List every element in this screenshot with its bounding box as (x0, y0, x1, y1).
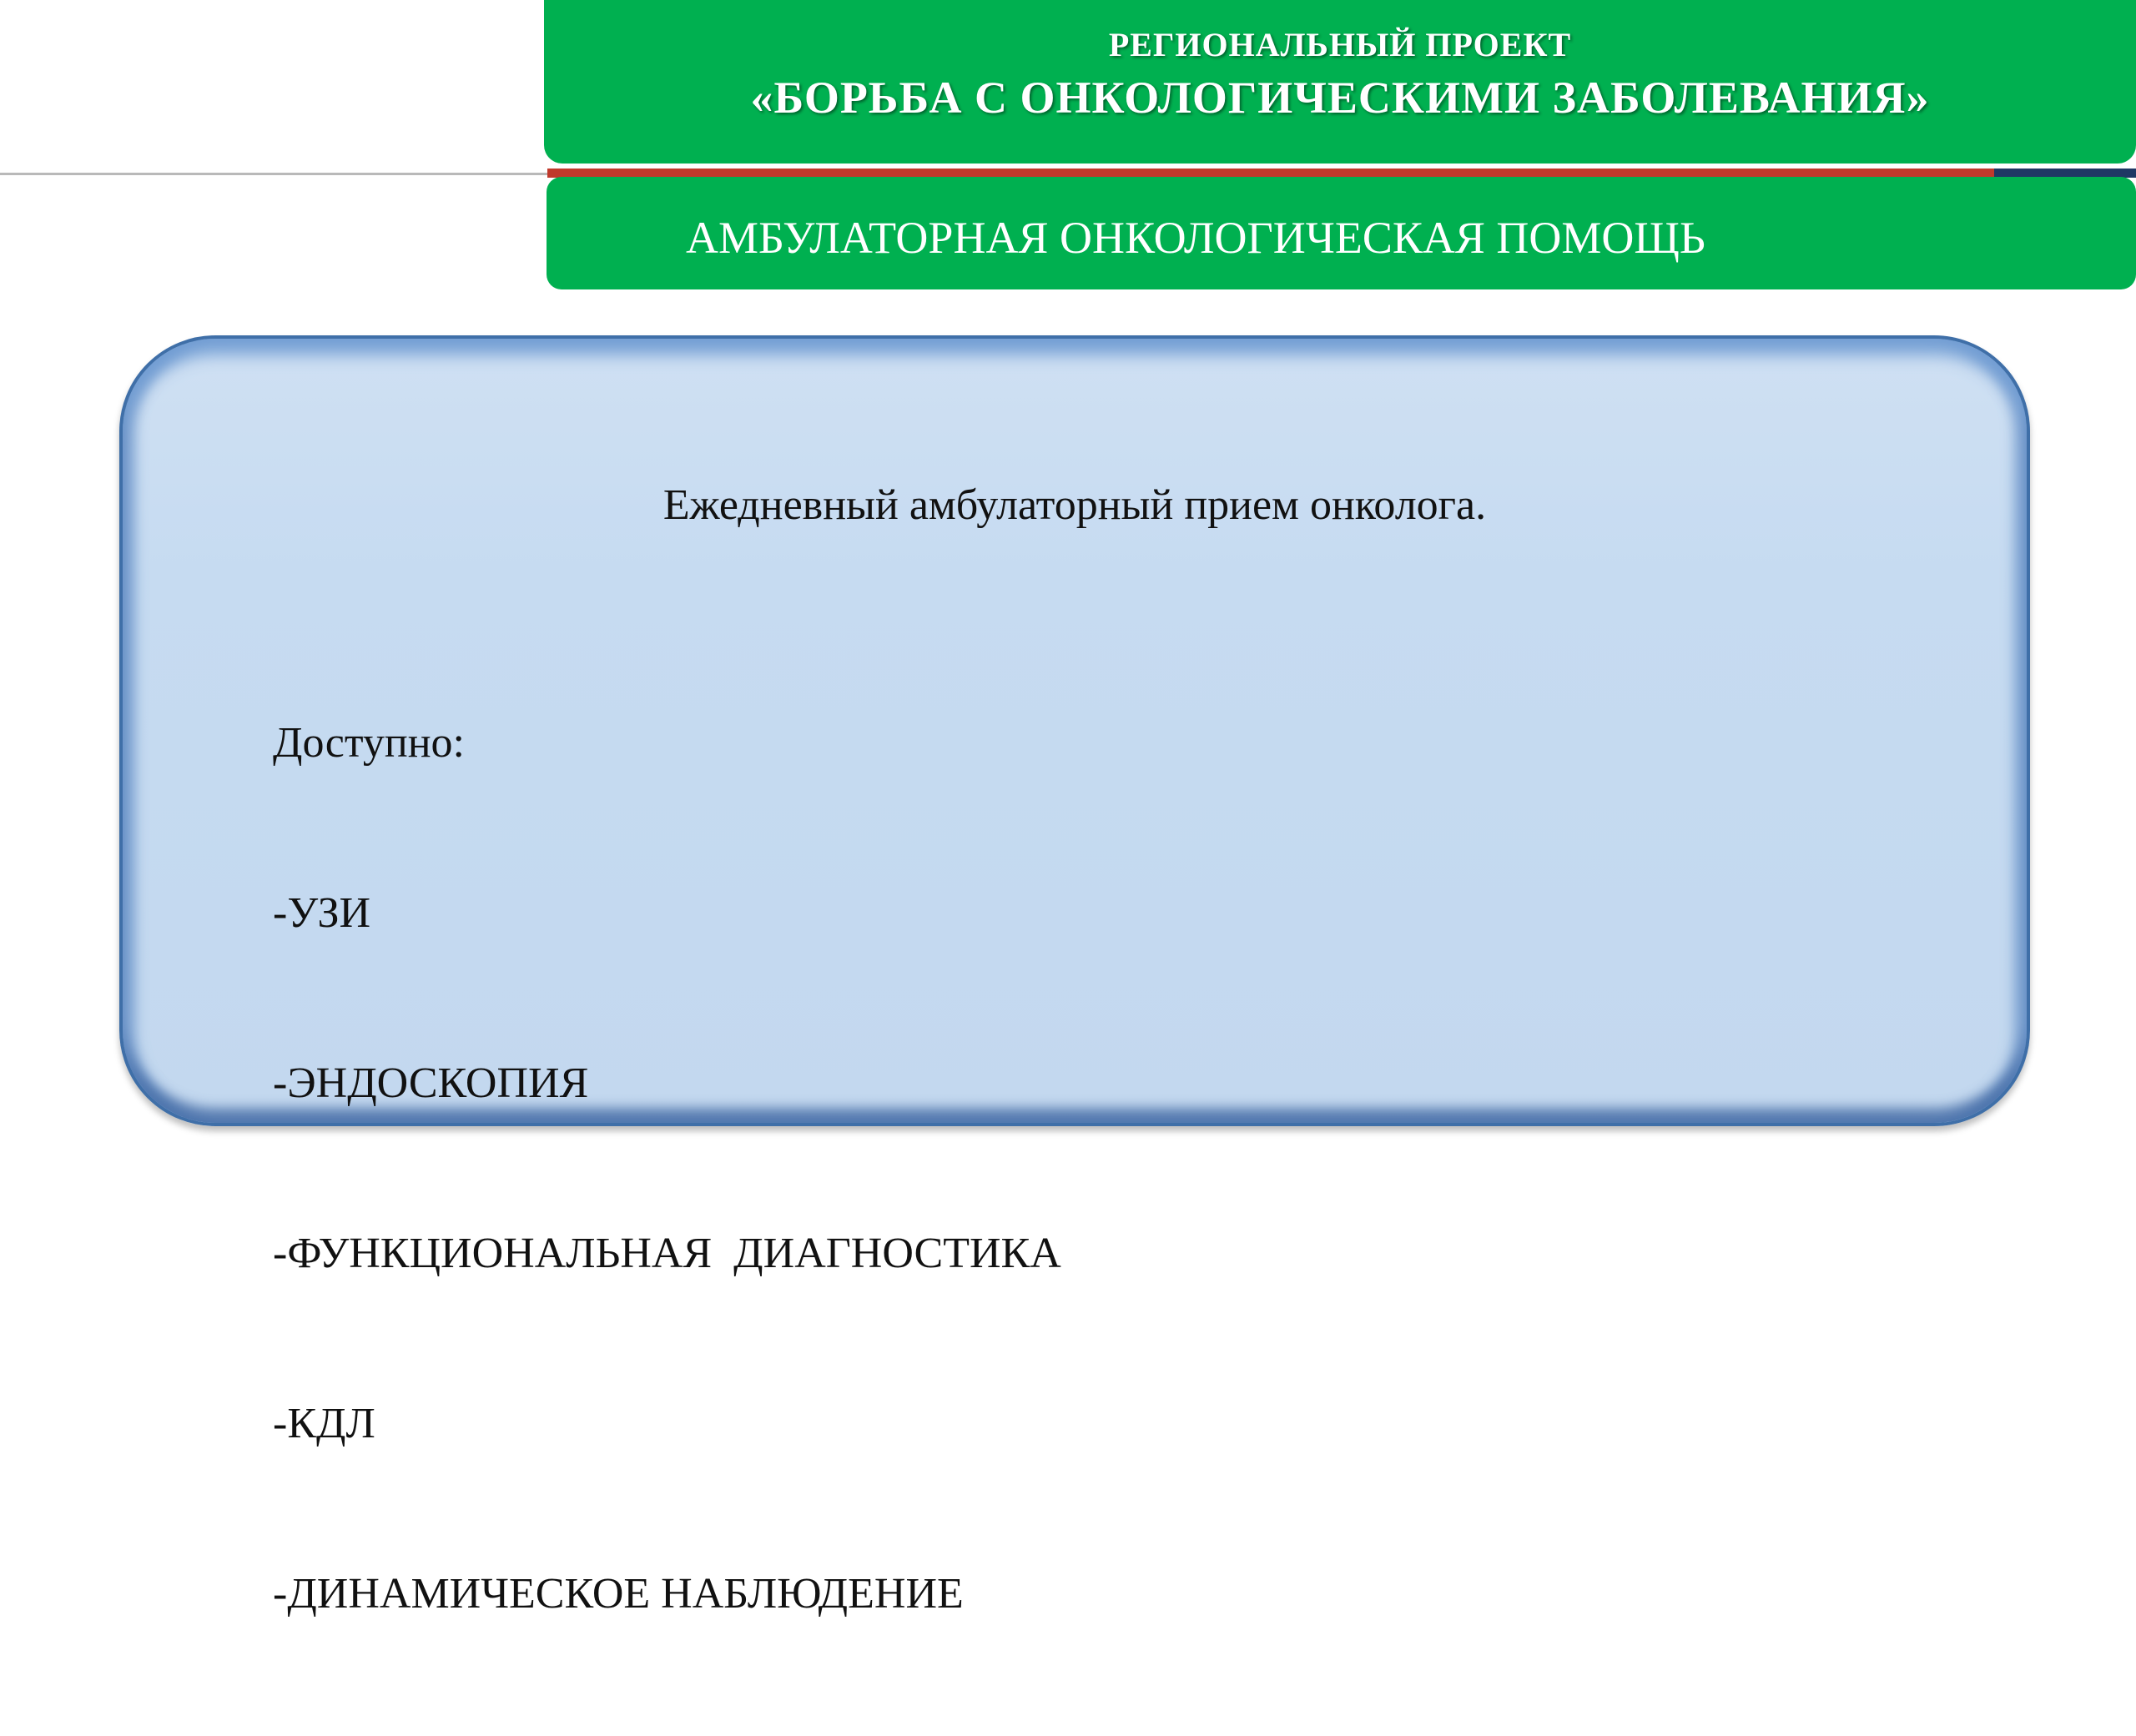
service-item-dynamic-observation: -ДИНАМИЧЕСКОЕ НАБЛЮДЕНИЕ (273, 1570, 964, 1618)
service-item-kdl: -КДЛ (273, 1400, 375, 1447)
left-divider-line (0, 173, 551, 175)
info-panel (119, 335, 2030, 1618)
section-title-banner (547, 177, 2136, 289)
section-title: АМБУЛАТОРНАЯ ОНКОЛОГИЧЕСКАЯ ПОМОЩЬ (686, 213, 1705, 263)
panel-heading: Ежедневный амбулаторный прием онколога. (662, 481, 1487, 529)
services-list (273, 601, 1061, 1736)
service-item-functional-diagnostics: -ФУНКЦИОНАЛЬНАЯ ДИАГНОСТИКА (273, 1230, 1061, 1277)
project-title: «БОРЬБА С ОНКОЛОГИЧЕСКИМИ ЗАБОЛЕВАНИЯ» (750, 73, 1930, 123)
service-item-endoscopy: -ЭНДОСКОПИЯ (273, 1059, 589, 1107)
available-label: Доступно: (273, 719, 465, 767)
service-item-uzi: -УЗИ (273, 889, 371, 937)
project-label: РЕГИОНАЛЬНЫЙ ПРОЕКТ (1108, 26, 1572, 63)
project-header-banner (544, 0, 2136, 164)
